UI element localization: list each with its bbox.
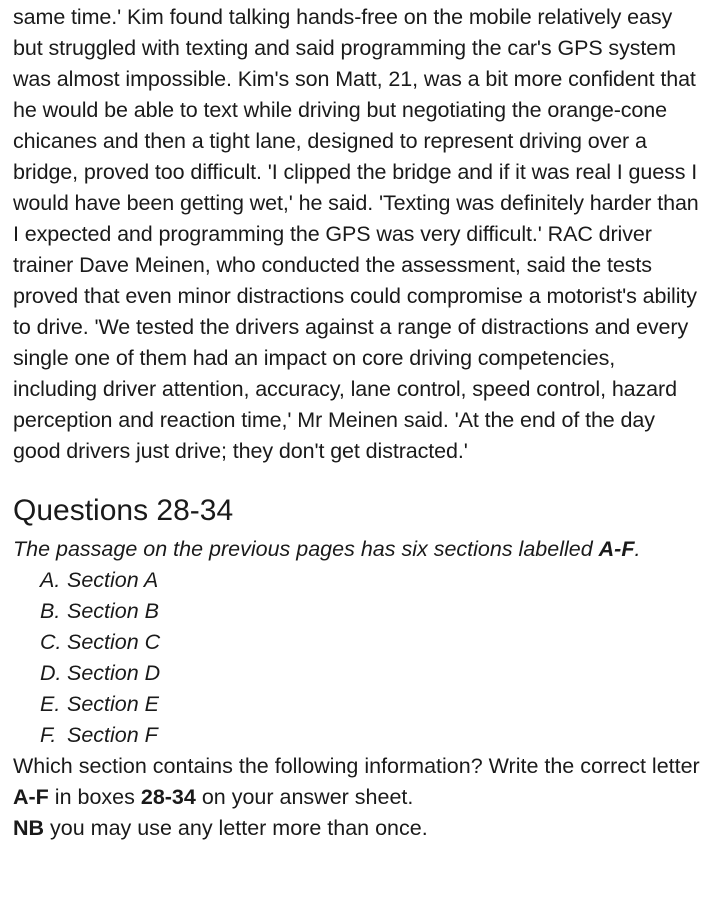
option-letter: C. xyxy=(40,630,62,654)
nb-text: you may use any letter more than once. xyxy=(44,816,428,840)
option-letter: B. xyxy=(40,599,61,623)
document-page xyxy=(13,0,703,844)
nb-label: NB xyxy=(13,816,45,840)
option-label: Section B xyxy=(67,599,160,623)
option-section-a xyxy=(40,565,703,596)
option-section-f xyxy=(40,720,703,751)
instruction-suffix: . xyxy=(634,537,641,561)
questions-heading: Questions 28-34 xyxy=(13,494,234,527)
option-letter: F. xyxy=(40,723,57,747)
instruction-prefix: The passage on the previous pages has six sections labelled xyxy=(13,537,599,561)
questions-instruction xyxy=(13,534,703,565)
option-letter: D. xyxy=(40,661,62,685)
instruction-range: A-F xyxy=(598,537,635,561)
section-options-list xyxy=(13,565,703,751)
passage-text: same time.' Kim found talking hands-free on the mobile relatively easy but struggled with texting and said programming the car's GPS system was almost impossible. Kim's son Matt, 21, was a bit more confident that he would be able to text while driving but negotiating the orange-cone chicanes and then a tight lane, designed to represent driving over a bridge, proved too difficult. 'I clipped the bridge and if it was real I guess I would have been getting wet,' he said. 'Texting was definitely harder than I expected and programming the GPS was very difficult.' RAC driver trainer Dave Meinen, who conducted the assessment, said the tests proved that even minor distractions could compromise a motorist's ability to drive. 'We tested the drivers against a range of distractions and every single one of them had an impact on core driving competencies, including driver attention, accuracy, lane control, speed control, hazard perception and reaction time,' Mr Meinen said. 'At the end of the day good drivers just drive; they don't get distracted.' xyxy=(13,5,699,463)
option-label: Section F xyxy=(67,723,158,747)
nb-note xyxy=(13,813,703,844)
task-text-1: Which section contains the following information? Write the correct letter xyxy=(13,754,700,778)
task-text-3: on your answer sheet. xyxy=(195,785,414,809)
option-letter: A. xyxy=(40,568,61,592)
option-letter: E. xyxy=(40,692,61,716)
option-label: Section E xyxy=(67,692,160,716)
option-section-b xyxy=(40,596,703,627)
task-text-2: in boxes xyxy=(48,785,141,809)
option-label: Section D xyxy=(67,661,161,685)
task-letters: A-F xyxy=(13,785,49,809)
task-instruction xyxy=(13,751,703,813)
task-boxes: 28-34 xyxy=(140,785,196,809)
option-section-e xyxy=(40,689,703,720)
option-section-c xyxy=(40,627,703,658)
option-label: Section C xyxy=(67,630,161,654)
option-section-d xyxy=(40,658,703,689)
option-label: Section A xyxy=(67,568,159,592)
